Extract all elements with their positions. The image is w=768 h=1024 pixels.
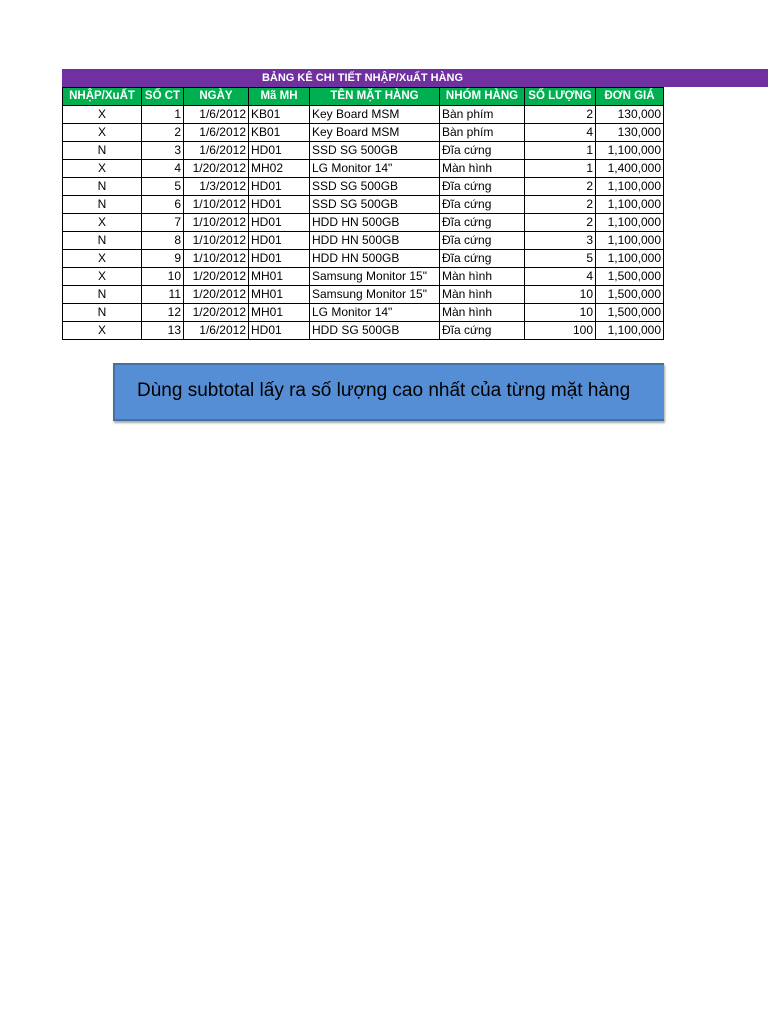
cell-item-name[interactable]: HDD HN 500GB (310, 232, 440, 250)
cell-item-name[interactable]: HDD SG 500GB (310, 322, 440, 340)
cell-quantity[interactable]: 5 (525, 250, 596, 268)
cell-item-group[interactable]: Đĩa cứng (440, 322, 525, 340)
cell-quantity[interactable]: 3 (525, 232, 596, 250)
cell-item-name[interactable]: SSD SG 500GB (310, 142, 440, 160)
cell-date[interactable]: 1/6/2012 (184, 106, 249, 124)
cell-item-name[interactable]: LG Monitor 14" (310, 304, 440, 322)
cell-quantity[interactable]: 10 (525, 286, 596, 304)
header-quantity[interactable]: SỐ LƯỢNG (525, 88, 596, 106)
cell-doc-no[interactable]: 9 (142, 250, 184, 268)
cell-import-export[interactable]: X (63, 322, 142, 340)
cell-date[interactable]: 1/20/2012 (184, 286, 249, 304)
header-doc-no[interactable]: SỐ CT (142, 88, 184, 106)
cell-item-name[interactable]: SSD SG 500GB (310, 196, 440, 214)
cell-doc-no[interactable]: 4 (142, 160, 184, 178)
cell-item-group[interactable]: Bàn phím (440, 124, 525, 142)
cell-unit-price[interactable]: 130,000 (596, 124, 664, 142)
cell-item-group[interactable]: Đĩa cứng (440, 178, 525, 196)
cell-date[interactable]: 1/20/2012 (184, 268, 249, 286)
cell-quantity[interactable]: 2 (525, 214, 596, 232)
table-row (63, 214, 664, 232)
cell-item-group[interactable]: Màn hình (440, 268, 525, 286)
cell-item-code[interactable]: HD01 (249, 178, 310, 196)
cell-item-code[interactable]: HD01 (249, 196, 310, 214)
cell-date[interactable]: 1/6/2012 (184, 322, 249, 340)
cell-item-code[interactable]: KB01 (249, 124, 310, 142)
cell-unit-price[interactable]: 130,000 (596, 106, 664, 124)
sheet-title: BẢNG KÊ CHI TIẾT NHẬP/XuẤT HÀNG (261, 72, 464, 84)
cell-item-code[interactable]: HD01 (249, 214, 310, 232)
cell-item-name[interactable]: HDD HN 500GB (310, 250, 440, 268)
cell-item-name[interactable]: Key Board MSM (310, 106, 440, 124)
note-text: Dùng subtotal lấy ra số lượng cao nhất của từng mặt hàng (137, 380, 631, 401)
note-box[interactable] (113, 363, 664, 421)
cell-item-group[interactable]: Màn hình (440, 304, 525, 322)
cell-item-group[interactable]: Màn hình (440, 286, 525, 304)
cell-date[interactable]: 1/6/2012 (184, 124, 249, 142)
cell-quantity[interactable]: 4 (525, 268, 596, 286)
cell-quantity[interactable]: 2 (525, 196, 596, 214)
cell-item-code[interactable]: HD01 (249, 142, 310, 160)
cell-item-name[interactable]: Key Board MSM (310, 124, 440, 142)
table-row (63, 196, 664, 214)
cell-item-name[interactable]: Samsung Monitor 15" (310, 286, 440, 304)
cell-date[interactable]: 1/20/2012 (184, 304, 249, 322)
cell-unit-price[interactable]: 1,500,000 (596, 286, 664, 304)
cell-item-name[interactable]: SSD SG 500GB (310, 178, 440, 196)
table-row (63, 232, 664, 250)
cell-quantity[interactable]: 100 (525, 322, 596, 340)
cell-import-export[interactable]: X (63, 124, 142, 142)
cell-date[interactable]: 1/6/2012 (184, 142, 249, 160)
table-row (63, 106, 664, 124)
cell-quantity[interactable]: 2 (525, 178, 596, 196)
cell-quantity[interactable]: 10 (525, 304, 596, 322)
cell-item-name[interactable]: Samsung Monitor 15" (310, 268, 440, 286)
table-row (63, 304, 664, 322)
cell-import-export[interactable]: N (63, 304, 142, 322)
cell-unit-price[interactable]: 1,500,000 (596, 304, 664, 322)
cell-item-code[interactable]: MH01 (249, 268, 310, 286)
cell-item-code[interactable]: HD01 (249, 322, 310, 340)
cell-unit-price[interactable]: 1,100,000 (596, 178, 664, 196)
cell-item-code[interactable]: MH01 (249, 286, 310, 304)
cell-unit-price[interactable]: 1,400,000 (596, 160, 664, 178)
cell-unit-price[interactable]: 1,100,000 (596, 142, 664, 160)
header-item-name[interactable]: TÊN MẶT HÀNG (310, 88, 440, 106)
cell-doc-no[interactable]: 2 (142, 124, 184, 142)
cell-doc-no[interactable]: 13 (142, 322, 184, 340)
cell-date[interactable]: 1/10/2012 (184, 214, 249, 232)
data-table (62, 87, 664, 340)
header-item-code[interactable]: Mã MH (249, 88, 310, 106)
table-row (63, 178, 664, 196)
cell-item-name[interactable]: LG Monitor 14" (310, 160, 440, 178)
cell-date[interactable]: 1/10/2012 (184, 232, 249, 250)
cell-doc-no[interactable]: 12 (142, 304, 184, 322)
cell-item-code[interactable]: MH02 (249, 160, 310, 178)
table-body (63, 106, 664, 340)
cell-unit-price[interactable]: 1,100,000 (596, 250, 664, 268)
cell-unit-price[interactable]: 1,100,000 (596, 232, 664, 250)
cell-date[interactable]: 1/10/2012 (184, 250, 249, 268)
cell-item-code[interactable]: HD01 (249, 250, 310, 268)
cell-quantity[interactable]: 1 (525, 142, 596, 160)
cell-import-export[interactable]: X (63, 214, 142, 232)
cell-unit-price[interactable]: 1,100,000 (596, 196, 664, 214)
cell-doc-no[interactable]: 8 (142, 232, 184, 250)
header-import-export[interactable]: NHẬP/XuẤT (63, 88, 142, 106)
cell-doc-no[interactable]: 5 (142, 178, 184, 196)
cell-import-export[interactable]: N (63, 196, 142, 214)
cell-import-export[interactable]: X (63, 250, 142, 268)
cell-item-group[interactable]: Đĩa cứng (440, 214, 525, 232)
cell-import-export[interactable]: N (63, 178, 142, 196)
table-row (63, 160, 664, 178)
cell-item-group[interactable]: Đĩa cứng (440, 232, 525, 250)
header-date[interactable]: NGÀY (184, 88, 249, 106)
cell-import-export[interactable]: N (63, 286, 142, 304)
table-row (63, 286, 664, 304)
cell-item-code[interactable]: MH01 (249, 304, 310, 322)
cell-item-name[interactable]: HDD HN 500GB (310, 214, 440, 232)
table-row (63, 124, 664, 142)
header-unit-price[interactable]: ĐƠN GIÁ (596, 88, 664, 106)
cell-quantity[interactable]: 2 (525, 106, 596, 124)
cell-item-code[interactable]: KB01 (249, 106, 310, 124)
header-item-group[interactable]: NHÓM HÀNG (440, 88, 525, 106)
cell-unit-price[interactable]: 1,100,000 (596, 214, 664, 232)
cell-doc-no[interactable]: 6 (142, 196, 184, 214)
cell-date[interactable]: 1/3/2012 (184, 178, 249, 196)
cell-doc-no[interactable]: 3 (142, 142, 184, 160)
cell-doc-no[interactable]: 1 (142, 106, 184, 124)
cell-item-group[interactable]: Màn hình (440, 160, 525, 178)
cell-doc-no[interactable]: 11 (142, 286, 184, 304)
header-row (63, 88, 664, 106)
cell-item-group[interactable]: Bàn phím (440, 106, 525, 124)
cell-date[interactable]: 1/10/2012 (184, 196, 249, 214)
cell-import-export[interactable]: X (63, 268, 142, 286)
cell-import-export[interactable]: N (63, 232, 142, 250)
cell-quantity[interactable]: 1 (525, 160, 596, 178)
cell-item-group[interactable]: Đĩa cứng (440, 142, 525, 160)
cell-item-group[interactable]: Đĩa cứng (440, 250, 525, 268)
cell-unit-price[interactable]: 1,100,000 (596, 322, 664, 340)
table-row (63, 268, 664, 286)
cell-import-export[interactable]: N (63, 142, 142, 160)
cell-doc-no[interactable]: 10 (142, 268, 184, 286)
table-row (63, 250, 664, 268)
cell-doc-no[interactable]: 7 (142, 214, 184, 232)
cell-date[interactable]: 1/20/2012 (184, 160, 249, 178)
cell-import-export[interactable]: X (63, 160, 142, 178)
table-row (63, 322, 664, 340)
cell-unit-price[interactable]: 1,500,000 (596, 268, 664, 286)
cell-import-export[interactable]: X (63, 106, 142, 124)
cell-item-code[interactable]: HD01 (249, 232, 310, 250)
table-row (63, 142, 664, 160)
cell-item-group[interactable]: Đĩa cứng (440, 196, 525, 214)
cell-quantity[interactable]: 4 (525, 124, 596, 142)
